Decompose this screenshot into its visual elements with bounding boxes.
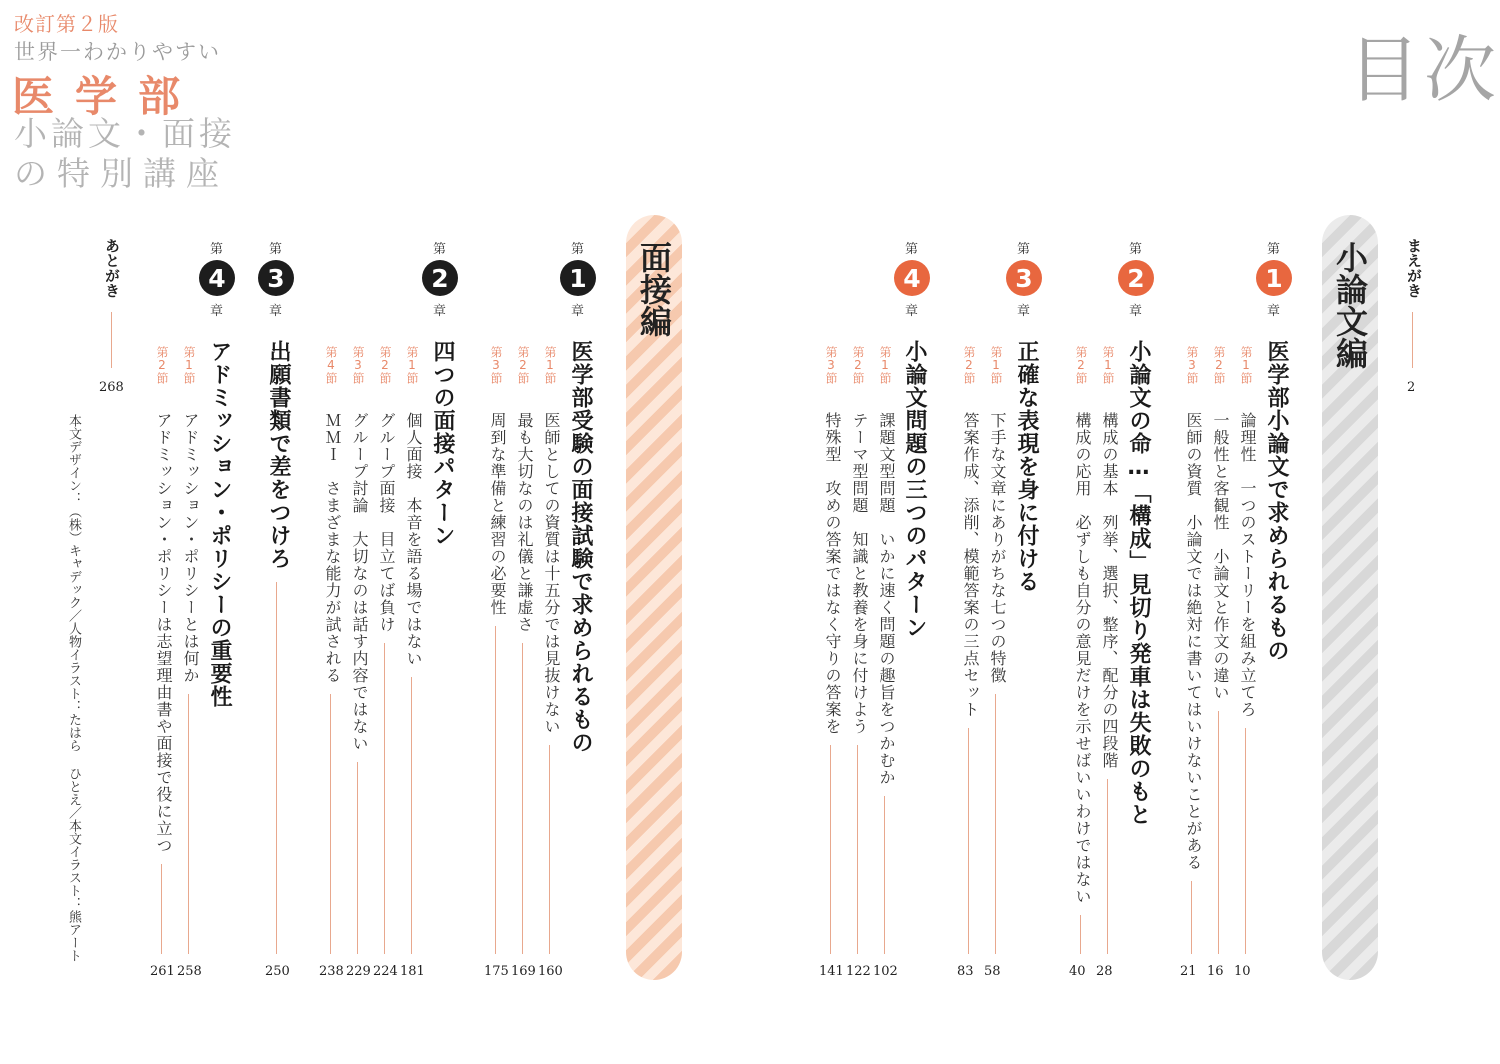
book-main-title: 医学部 — [12, 72, 202, 121]
section-title: アドミッション・ポリシーは志望理由書や面接で役に立つ — [154, 412, 173, 854]
chapter-badge: 2 — [422, 260, 458, 296]
chapter-suffix: 章 — [1017, 304, 1031, 319]
chapter-prefix: 第 — [1017, 242, 1031, 257]
section-label: 第2節 — [851, 346, 865, 384]
section-label: 第1節 — [543, 346, 557, 384]
book-edition: 改訂第２版 — [14, 12, 119, 36]
chapter-title: 小論文問題の三つのパターン — [902, 340, 927, 639]
part-banner-mensetsu — [626, 215, 682, 980]
section-title: グループ面接 目立てば負け — [377, 412, 396, 633]
section-page: 102 — [873, 964, 898, 979]
section-label: 第3節 — [1185, 346, 1199, 384]
section-title: 構成の基本 列挙、選択、整序、配分の四段階 — [1100, 412, 1119, 769]
chapter-suffix: 章 — [1129, 304, 1143, 319]
chapter-title: 医学部小論文で求められるもの — [1264, 340, 1289, 662]
section-page: 21 — [1180, 964, 1197, 979]
section-page: 169 — [511, 964, 536, 979]
chapter-suffix: 章 — [905, 304, 919, 319]
maegaki-leader — [1412, 312, 1413, 368]
section-title: テーマ型問題 知識と教養を身に付けよう — [850, 412, 869, 735]
section-leader — [161, 864, 162, 954]
book-title-line2: の特別講座 — [14, 154, 229, 193]
chapter-badge: 1 — [1256, 260, 1292, 296]
chapter-badge: 3 — [258, 260, 294, 296]
section-page: 181 — [400, 964, 425, 979]
section-leader — [522, 643, 523, 954]
section-leader — [330, 694, 331, 954]
section-leader — [995, 694, 996, 954]
section-label: 第3節 — [824, 346, 838, 384]
section-title: 構成の応用 必ずしも自分の意見だけを示せばいいわけではない — [1073, 412, 1092, 905]
chapter-prefix: 第 — [1267, 242, 1281, 257]
toc-title: 目次 — [1348, 28, 1500, 112]
section-page: 261 — [150, 964, 175, 979]
section-leader — [1218, 711, 1219, 954]
section-label: 第3節 — [489, 346, 503, 384]
section-leader — [830, 745, 831, 954]
section-leader — [549, 745, 550, 954]
section-page: 229 — [346, 964, 371, 979]
section-leader — [1245, 728, 1246, 954]
section-title: アドミッション・ポリシーとは何か — [181, 412, 200, 684]
section-title: 最も大切なのは礼儀と謙虚さ — [515, 412, 534, 633]
section-page: 16 — [1207, 964, 1224, 979]
section-page: 122 — [846, 964, 871, 979]
section-page: 160 — [538, 964, 563, 979]
section-label: 第2節 — [1212, 346, 1226, 384]
section-title: 課題文型問題 いかに速く問題の趣旨をつかむか — [877, 412, 896, 786]
chapter-badge: 3 — [1006, 260, 1042, 296]
section-label: 第2節 — [378, 346, 392, 384]
maegaki-page: 2 — [1407, 380, 1416, 395]
section-title: 下手な文章にありがちな七つの特徴 — [988, 412, 1007, 684]
section-label: 第2節 — [1074, 346, 1088, 384]
section-label: 第4節 — [324, 346, 338, 384]
chapter-page: 250 — [265, 964, 290, 979]
section-label: 第3節 — [351, 346, 365, 384]
section-title: 周到な準備と練習の必要性 — [488, 412, 507, 616]
chapter-title: 正確な表現を身に付ける — [1014, 340, 1039, 593]
section-leader — [495, 626, 496, 954]
section-title: 医師の資質 小論文では絶対に書いてはいけないことがある — [1184, 412, 1203, 871]
chapter-prefix: 第 — [905, 242, 919, 257]
section-leader — [384, 643, 385, 954]
chapter-suffix: 章 — [210, 304, 224, 319]
section-label: 第1節 — [1239, 346, 1253, 384]
chapter-prefix: 第 — [210, 242, 224, 257]
section-leader — [188, 694, 189, 954]
section-label: 第1節 — [878, 346, 892, 384]
section-page: 175 — [484, 964, 509, 979]
chapter-title: 医学部受験の面接試験で求められるもの — [568, 340, 593, 754]
section-page: 258 — [177, 964, 202, 979]
chapter-prefix: 第 — [571, 242, 585, 257]
section-label: 第1節 — [989, 346, 1003, 384]
part-title-shoronbun: 小論文編 — [1331, 241, 1369, 369]
chapter-leader — [276, 582, 277, 954]
section-label: 第2節 — [155, 346, 169, 384]
part-title-mensetsu: 面接編 — [635, 241, 673, 337]
chapter-suffix: 章 — [1267, 304, 1281, 319]
section-page: 224 — [373, 964, 398, 979]
section-label: 第2節 — [516, 346, 530, 384]
section-page: 28 — [1096, 964, 1113, 979]
chapter-badge: 1 — [560, 260, 596, 296]
chapter-title: 出願書類で差をつけろ — [266, 340, 291, 570]
chapter-prefix: 第 — [269, 242, 283, 257]
section-page: 10 — [1234, 964, 1251, 979]
section-leader — [1191, 881, 1192, 954]
part-banner-shoronbun — [1322, 215, 1378, 980]
chapter-title: 小論文の命…「構成」見切り発車は失敗のもと — [1126, 340, 1151, 826]
section-page: 58 — [984, 964, 1001, 979]
atogaki-label: あとがき — [103, 238, 121, 298]
section-label: 第1節 — [182, 346, 196, 384]
section-page: 238 — [319, 964, 344, 979]
section-leader — [411, 677, 412, 954]
chapter-badge: 4 — [199, 260, 235, 296]
section-title: グループ討論 大切なのは話す内容ではない — [350, 412, 369, 752]
book-subtitle: 世界一わかりやすい — [14, 40, 221, 64]
section-leader — [884, 796, 885, 954]
section-leader — [857, 745, 858, 954]
chapter-prefix: 第 — [1129, 242, 1143, 257]
section-page: 83 — [957, 964, 974, 979]
section-title: 一般性と客観性 小論文と作文の違い — [1211, 412, 1230, 701]
chapter-suffix: 章 — [433, 304, 447, 319]
section-leader — [1080, 915, 1081, 954]
chapter-suffix: 章 — [269, 304, 283, 319]
atogaki-page: 268 — [99, 380, 124, 395]
chapter-title: 四つの面接パターン — [430, 340, 455, 547]
section-label: 第1節 — [1101, 346, 1115, 384]
chapter-badge: 4 — [894, 260, 930, 296]
chapter-badge: 2 — [1118, 260, 1154, 296]
section-leader — [357, 762, 358, 954]
chapter-prefix: 第 — [433, 242, 447, 257]
section-title: 個人面接 本音を語る場ではない — [404, 412, 423, 667]
atogaki-leader — [111, 312, 112, 368]
credits: 本文デザイン：（株）キャデック／人物イラスト：たはら ひとえ／本文イラスト：熊アート — [66, 414, 81, 962]
section-page: 141 — [819, 964, 844, 979]
section-title: 答案作成、添削、模範答案の三点セット — [961, 412, 980, 718]
section-leader — [968, 728, 969, 954]
section-title: ＭＭＩ さまざまな能力が試される — [323, 412, 342, 684]
section-title: 医師としての資質は十五分では見抜けない — [542, 412, 561, 735]
chapter-suffix: 章 — [571, 304, 585, 319]
book-title-line1: 小論文・面接 — [14, 114, 236, 153]
section-page: 40 — [1069, 964, 1086, 979]
section-label: 第2節 — [962, 346, 976, 384]
section-leader — [1107, 779, 1108, 954]
chapter-title: アドミッション・ポリシーの重要性 — [207, 340, 232, 708]
section-title: 論理性 一つのストーリーを組み立てろ — [1238, 412, 1257, 718]
section-label: 第1節 — [405, 346, 419, 384]
maegaki-label: まえがき — [1405, 238, 1423, 298]
section-title: 特殊型 攻めの答案ではなく守りの答案を — [823, 412, 842, 735]
